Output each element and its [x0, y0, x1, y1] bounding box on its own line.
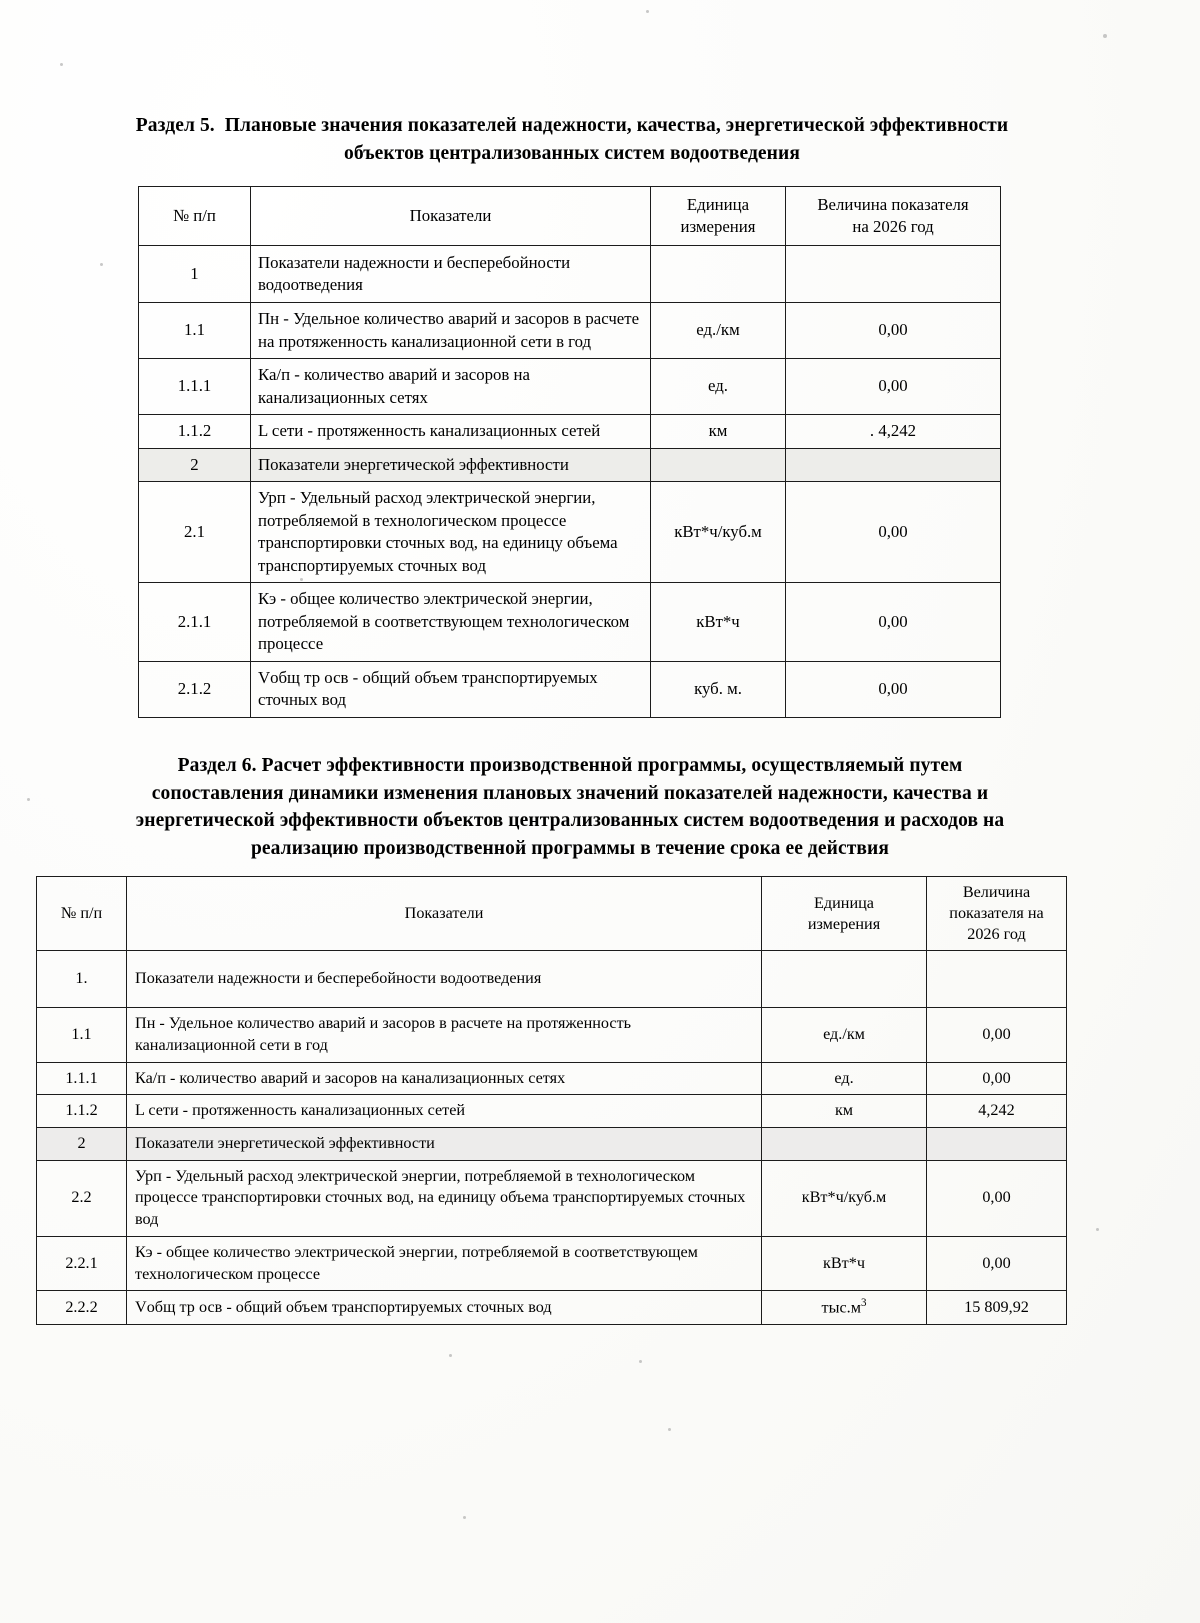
header-value: [786, 187, 1001, 246]
cell-number: 2.1.2: [139, 661, 251, 717]
table-row: [37, 1236, 1067, 1290]
table-row: [139, 448, 1001, 482]
header-unit-line-1: Единица: [814, 893, 874, 912]
cell-value: 15 809,92: [927, 1291, 1067, 1325]
cell-unit: ед.: [762, 1062, 927, 1095]
cell-value: 0,00: [927, 1008, 1067, 1062]
cell-value: 0,00: [927, 1062, 1067, 1095]
header-value-line-1: Величина показателя: [817, 195, 969, 215]
cell-unit: $тыс.м^3$: [762, 1291, 927, 1325]
table-row: [139, 583, 1001, 662]
cell-indicator: Урп - Удельный расход электрической энергии, потребляемой в технологическом процессе транспортировки сточных вод, на единицу объема транспортируемых сточных вод: [251, 482, 651, 583]
cell-unit: [762, 1128, 927, 1161]
cell-value: 0,00: [786, 661, 1001, 717]
cell-value: 0,00: [927, 1236, 1067, 1290]
cell-indicator: Урп - Удельный расход электрической энергии, потребляемой в технологическом процессе транспортировки сточных вод, на единицу объема транспортируемых сточных вод: [127, 1160, 762, 1236]
section-6-title-line-1: Раздел 6. Расчет эффективности производственной программы, осуществляемый путем: [177, 755, 963, 776]
cell-indicator: Пн - Удельное количество аварий и засоров в расчете на протяженность канализационной сети в год: [251, 303, 651, 359]
cell-unit: кВт*ч: [762, 1236, 927, 1290]
cell-indicator: Ка/п - количество аварий и засоров на канализационных сетях: [127, 1062, 762, 1095]
table-row: [37, 1291, 1067, 1325]
table-row: [37, 1128, 1067, 1161]
table-row: [139, 482, 1001, 583]
section-5-heading: [52, 112, 1092, 167]
cell-number: 1.1.1: [37, 1062, 127, 1095]
cell-unit: куб. м.: [651, 661, 786, 717]
cell-number: 2: [37, 1128, 127, 1161]
cell-indicator: Показатели энергетической эффективности: [127, 1128, 762, 1161]
cell-number: 2.1: [139, 482, 251, 583]
cell-value: . 4,242: [786, 415, 1001, 449]
cell-indicator: Vобщ тр осв - общий объем транспортируемых сточных вод: [251, 661, 651, 717]
cell-number: 2: [139, 448, 251, 482]
cell-value: 0,00: [786, 359, 1001, 415]
cell-value: 0,00: [786, 482, 1001, 583]
table-row: [139, 415, 1001, 449]
table-row: [37, 951, 1067, 1008]
cell-number: 1.1.1: [139, 359, 251, 415]
table-section-5: [138, 186, 1001, 718]
scan-speckle: [668, 1428, 671, 1431]
cell-number: 1.1: [37, 1008, 127, 1062]
cell-value: 0,00: [786, 303, 1001, 359]
cell-indicator: Показатели надежности и бесперебойности водоотведения: [251, 246, 651, 303]
section-5-title-line-1: Плановые значения показателей надежности, качества, энергетической эффективности: [224, 115, 1009, 136]
header-indicator: Показатели: [251, 187, 651, 246]
scan-speckle: [1103, 34, 1107, 38]
header-number: № п/п: [37, 877, 127, 951]
header-unit-line-1: Единица: [686, 195, 750, 215]
cell-value: 4,242: [927, 1095, 1067, 1128]
table-section-6: [36, 876, 1067, 1325]
table-row: [37, 1095, 1067, 1128]
header-value-line-2: на 2026 год: [852, 217, 934, 236]
cell-indicator: L сети - протяженность канализационных сетей: [127, 1095, 762, 1128]
scan-speckle: [463, 1516, 466, 1519]
scan-speckle: [27, 798, 30, 801]
scan-speckle: [449, 1354, 452, 1357]
scan-speckle: [300, 578, 303, 581]
cell-value: 0,00: [927, 1160, 1067, 1236]
cell-unit: кВт*ч/куб.м: [651, 482, 786, 583]
cell-unit: ед./км: [651, 303, 786, 359]
cell-unit: км: [762, 1095, 927, 1128]
table-header-row: [139, 187, 1001, 246]
table-row: [139, 661, 1001, 717]
cell-value: [927, 1128, 1067, 1161]
section-6-title-line-2: сопоставления динамики изменения плановых значений показателей надежности, качества и: [151, 782, 989, 804]
section-6-title-line-4: реализацию производственной программы в течение срока ее действия: [250, 838, 890, 860]
cell-unit: ед./км: [762, 1008, 927, 1062]
section-5-number: Раздел 5.: [135, 115, 215, 136]
table-row: [37, 1062, 1067, 1095]
header-number: № п/п: [139, 187, 251, 246]
table-row: [139, 359, 1001, 415]
header-unit-line-2: измерения: [807, 914, 881, 933]
header-value: [927, 877, 1067, 951]
cell-indicator: Ка/п - количество аварий и засоров на канализационных сетях: [251, 359, 651, 415]
cell-number: 1.1.2: [37, 1095, 127, 1128]
section-5-heading-line-1: [136, 115, 1008, 136]
cell-unit: км: [651, 415, 786, 449]
scan-speckle: [1096, 1228, 1099, 1231]
cell-value: [786, 448, 1001, 482]
cell-value: [786, 246, 1001, 303]
cell-unit: [651, 246, 786, 303]
cell-number: 1.: [37, 951, 127, 1008]
cell-value: 0,00: [786, 583, 1001, 662]
header-value-line-2: показателя на: [949, 904, 1044, 923]
table-header-row: [37, 877, 1067, 951]
cell-number: 1: [139, 246, 251, 303]
table-row: [139, 246, 1001, 303]
section-6-heading: [40, 752, 1100, 863]
cell-indicator: Кэ - общее количество электрической энергии, потребляемой в соответствующем технологическом процессе: [251, 583, 651, 662]
cell-indicator: Пн - Удельное количество аварий и засоров в расчете на протяженность канализационной сети в год: [127, 1008, 762, 1062]
cell-number: 2.2.2: [37, 1291, 127, 1325]
cell-indicator: Vобщ тр осв - общий объем транспортируемых сточных вод: [127, 1291, 762, 1325]
section-5-title-line-2: объектов централизованных систем водоотведения: [343, 142, 800, 164]
table-row: [139, 303, 1001, 359]
scan-speckle: [60, 63, 63, 66]
header-value-line-1: Величина: [962, 883, 1031, 901]
cell-unit: [762, 951, 927, 1008]
cell-unit: кВт*ч/куб.м: [762, 1160, 927, 1236]
header-unit: [762, 877, 927, 951]
cell-indicator: Кэ - общее количество электрической энергии, потребляемой в соответствующем технологическом процессе: [127, 1236, 762, 1290]
scan-speckle: [639, 1360, 642, 1363]
header-indicator: Показатели: [127, 877, 762, 951]
cell-number: 2.2: [37, 1160, 127, 1236]
cell-indicator: L сети - протяженность канализационных сетей: [251, 415, 651, 449]
table-row: [37, 1160, 1067, 1236]
cell-number: 1.1: [139, 303, 251, 359]
header-value-line-3: 2026 год: [967, 925, 1026, 944]
scan-speckle: [646, 10, 649, 13]
header-unit-line-2: измерения: [680, 217, 756, 236]
cell-indicator: Показатели энергетической эффективности: [251, 448, 651, 482]
cell-number: 2.2.1: [37, 1236, 127, 1290]
cell-unit: ед.: [651, 359, 786, 415]
table-row: [37, 1008, 1067, 1062]
scan-speckle: [100, 263, 103, 266]
cell-unit: кВт*ч: [651, 583, 786, 662]
table-body: [139, 246, 1001, 718]
cell-value: [927, 951, 1067, 1008]
cell-unit: [651, 448, 786, 482]
cell-indicator: Показатели надежности и бесперебойности водоотведения: [127, 951, 762, 1008]
cell-number: 2.1.1: [139, 583, 251, 662]
cell-number: 1.1.2: [139, 415, 251, 449]
section-6-title-line-3: энергетической эффективности объектов централизованных систем водоотведения и расходов на: [135, 810, 1005, 832]
table-body: [37, 951, 1067, 1325]
header-unit: [651, 187, 786, 246]
